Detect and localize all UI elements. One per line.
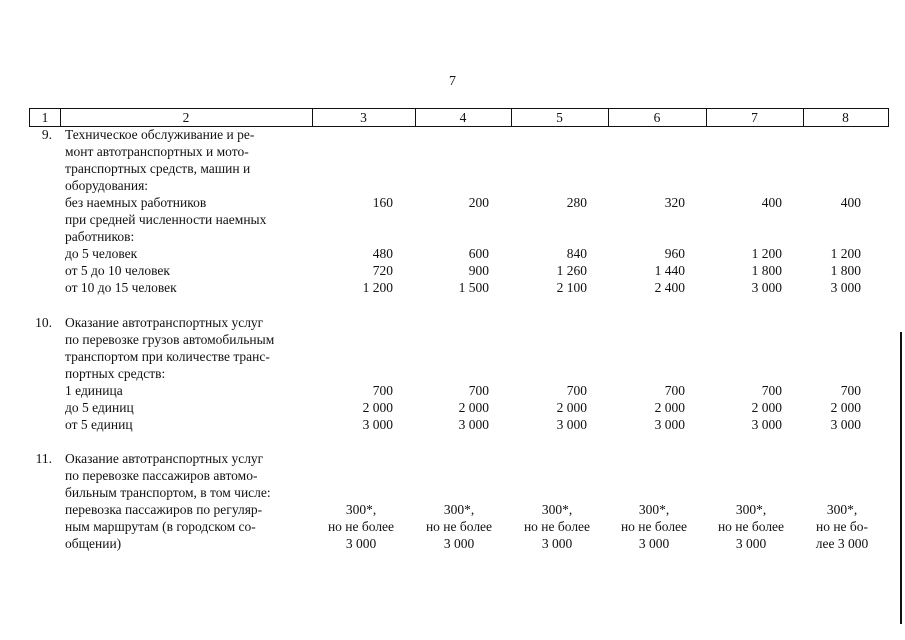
value-cell-col7: 1 800 xyxy=(751,263,782,278)
value-block-line: но не более xyxy=(523,519,591,534)
section-number: 11. xyxy=(35,451,52,466)
value-cell-col6: 2 000 xyxy=(654,400,685,415)
section-number: 10. xyxy=(35,315,52,330)
value-cell-col3: 160 xyxy=(372,195,393,210)
section-text-line: общении) xyxy=(65,536,122,551)
section-text-line: до 5 единиц xyxy=(65,400,134,415)
value-cell-col5: 700 xyxy=(566,383,587,398)
value-cell-col4: 700 xyxy=(468,383,489,398)
value-cell-col4: 1 500 xyxy=(458,280,489,295)
value-block-col8 xyxy=(797,501,887,552)
header-cell-1: 1 xyxy=(41,110,49,125)
value-cell-col3: 1 200 xyxy=(362,280,393,295)
section-text-line: бильным транспортом, в том числе: xyxy=(65,485,271,500)
section-text-line: при средней численности наемных xyxy=(65,212,267,227)
value-block-line: 3 000 xyxy=(638,536,670,551)
section-text-line: монт автотранспортных и мото- xyxy=(65,144,249,159)
value-block-line: 300*, xyxy=(826,502,858,517)
value-cell-col3: 480 xyxy=(372,246,393,261)
section-text-line: от 5 до 10 человек xyxy=(65,263,170,278)
value-cell-col4: 600 xyxy=(468,246,489,261)
value-cell-col8: 1 800 xyxy=(830,263,861,278)
value-cell-col5: 840 xyxy=(566,246,587,261)
header-cell-3: 3 xyxy=(360,110,367,125)
section-text-line: от 5 единиц xyxy=(65,417,133,432)
value-block-col6 xyxy=(609,501,699,552)
value-cell-col7: 3 000 xyxy=(751,280,782,295)
value-cell-col7: 3 000 xyxy=(751,417,782,432)
section-text-line: перевозка пассажиров по регуляр- xyxy=(65,502,263,517)
value-block-line: 300*, xyxy=(735,502,767,517)
value-cell-col6: 700 xyxy=(664,383,685,398)
value-block-col7 xyxy=(706,501,796,552)
value-cell-col5: 280 xyxy=(566,195,587,210)
header-cell-8: 8 xyxy=(842,110,849,125)
value-block-line: но не более xyxy=(425,519,493,534)
table-header xyxy=(29,108,889,127)
value-cell-col5: 3 000 xyxy=(556,417,587,432)
value-cell-col6: 2 400 xyxy=(654,280,685,295)
value-cell-col7: 2 000 xyxy=(751,400,782,415)
section-text-line: по перевозке грузов автомобильным xyxy=(65,332,275,347)
value-block-line: но не более xyxy=(327,519,395,534)
section-text-line: транспортом при количестве транс- xyxy=(65,349,270,364)
value-block-line: 3 000 xyxy=(443,536,475,551)
value-block-line: но не более xyxy=(620,519,688,534)
section-text-line: ным маршрутам (в городском со- xyxy=(65,519,256,534)
value-cell-col4: 2 000 xyxy=(458,400,489,415)
value-cell-col6: 320 xyxy=(664,195,685,210)
value-cell-col7: 400 xyxy=(761,195,782,210)
value-block-line: 300*, xyxy=(443,502,475,517)
section-text-line: до 5 человек xyxy=(65,246,138,261)
value-cell-col7: 1 200 xyxy=(751,246,782,261)
page-number: 7 xyxy=(449,74,456,89)
section-text-line: транспортных средств, машин и xyxy=(65,161,251,176)
value-block-line: лее 3 000 xyxy=(815,536,869,551)
header-cell-5: 5 xyxy=(556,110,563,125)
value-cell-col4: 200 xyxy=(468,195,489,210)
value-cell-col3: 700 xyxy=(372,383,393,398)
value-block-line: 3 000 xyxy=(541,536,573,551)
value-cell-col8: 3 000 xyxy=(830,417,861,432)
value-cell-col3: 720 xyxy=(372,263,393,278)
value-block-col3 xyxy=(316,501,406,552)
section-text-line: Оказание автотранспортных услуг xyxy=(65,451,264,466)
header-cell-2: 2 xyxy=(182,110,190,125)
value-cell-col7: 700 xyxy=(761,383,782,398)
value-block-line: 3 000 xyxy=(735,536,767,551)
value-block-line: но не более xyxy=(717,519,785,534)
header-cell-6: 6 xyxy=(653,110,661,125)
value-block-line: 300*, xyxy=(345,502,377,517)
value-block-line: но не бо- xyxy=(815,519,869,534)
value-cell-col5: 2 100 xyxy=(556,280,587,295)
section-text-line: по перевозке пассажиров автомо- xyxy=(65,468,258,483)
right-margin-rule xyxy=(900,332,902,624)
value-cell-col8: 400 xyxy=(840,195,861,210)
section-text-line: Оказание автотранспортных услуг xyxy=(65,315,264,330)
section-text-line: без наемных работников xyxy=(65,195,207,210)
section-text-line: Техническое обслуживание и ре- xyxy=(65,127,255,142)
value-cell-col4: 900 xyxy=(468,263,489,278)
value-cell-col8: 3 000 xyxy=(830,280,861,295)
value-cell-col8: 700 xyxy=(840,383,861,398)
header-cell-7: 7 xyxy=(751,110,758,125)
header-cell-4: 4 xyxy=(459,110,467,125)
section-text-line: от 10 до 15 человек xyxy=(65,280,177,295)
value-block-line: 3 000 xyxy=(345,536,377,551)
value-cell-col6: 1 440 xyxy=(654,263,685,278)
section-text-line: работников: xyxy=(65,229,135,244)
value-cell-col5: 2 000 xyxy=(556,400,587,415)
value-cell-col3: 2 000 xyxy=(362,400,393,415)
section-text-line: 1 единица xyxy=(65,383,123,398)
value-cell-col8: 2 000 xyxy=(830,400,861,415)
value-block-line: 300*, xyxy=(541,502,573,517)
value-cell-col5: 1 260 xyxy=(556,263,587,278)
value-block-col4 xyxy=(414,501,504,552)
value-cell-col6: 3 000 xyxy=(654,417,685,432)
value-cell-col3: 3 000 xyxy=(362,417,393,432)
value-block-col5 xyxy=(512,501,602,552)
section-number: 9. xyxy=(41,127,52,142)
value-cell-col8: 1 200 xyxy=(830,246,861,261)
section-text-line: оборудования: xyxy=(65,178,149,193)
value-block-line: 300*, xyxy=(638,502,670,517)
section-text-line: портных средств: xyxy=(65,366,166,381)
value-cell-col4: 3 000 xyxy=(458,417,489,432)
value-cell-col6: 960 xyxy=(664,246,685,261)
